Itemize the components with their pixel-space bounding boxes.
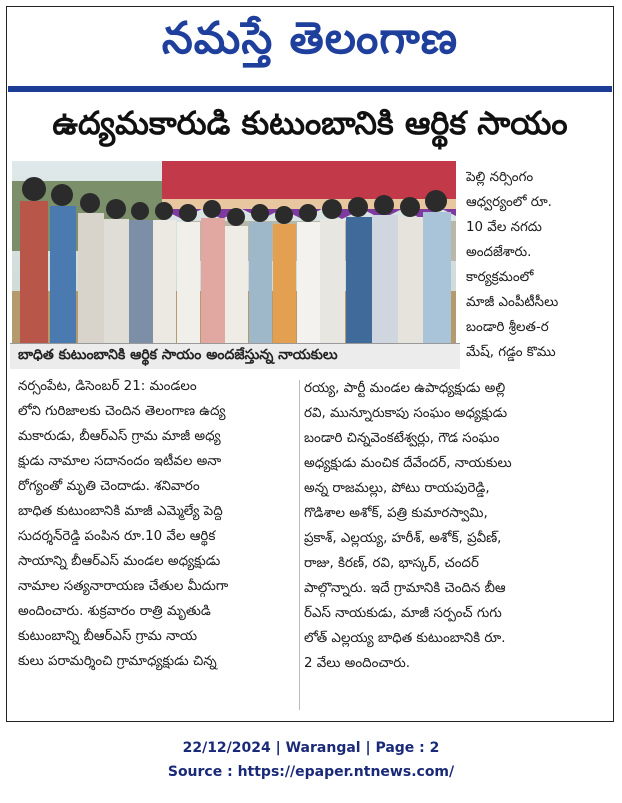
- article-line: క్షుడు నామాల సదానందం ఇటీవల అనా: [18, 454, 222, 469]
- article-line: ర్ఎస్ నాయకుడు, మాజీ సర్పంచ్ గుగు: [304, 606, 502, 621]
- article-line: నర్సంపేట, డిసెంబర్ 21: మండలం: [18, 379, 197, 394]
- article-headline: ఉద్యమకారుడి కుటుంబానికి ఆర్థిక సాయం: [52, 104, 568, 142]
- article-column-middle: [304, 376, 610, 676]
- source-link[interactable]: Source : https://epaper.ntnews.com/: [167, 764, 455, 780]
- article-line: మేష్, గడ్డం కొము: [466, 345, 556, 360]
- article-line: గొడిశాల అశోక్, పత్రి కుమారస్వామి,: [304, 506, 488, 521]
- article-line: బండారి శ్రీలత-ర: [466, 320, 549, 335]
- group-photo-image: [12, 161, 456, 343]
- article-line: అందించారు. శుక్రవారం రాత్రి మృతుడి: [18, 604, 211, 619]
- column-divider: [299, 380, 300, 710]
- article-line: బాధిత కుటుంబానికి మాజీ ఎమ్మెల్యే పెద్ది: [18, 504, 223, 519]
- article-line: లోత్ ఎల్లయ్య బాధిత కుటుంబానికి రూ.: [304, 631, 506, 646]
- article-column-left: [18, 374, 300, 674]
- news-photo: [12, 161, 456, 343]
- article-line: బండారి చిన్నవెంకటేశ్వర్లు, గౌడ సంఘం: [304, 431, 500, 446]
- article-line: పెల్లి నర్సింగం: [466, 170, 534, 185]
- article-line: నామాల సత్యనారాయణ చేతుల మీదుగా: [18, 579, 229, 594]
- newspaper-masthead: నమస్తే తెలంగాణ: [161, 13, 459, 64]
- article-line: ప్రకాశ్, ఎల్లయ్య, హరీశ్, అశోక్, ప్రవీణ్,: [304, 531, 502, 546]
- article-line: మాజీ ఎంపీటీసీలు: [466, 295, 559, 310]
- photo-caption: బాధిత కుటుంబానికి ఆర్థిక సాయం అందజేస్తున్న నాయకులు: [10, 343, 460, 369]
- article-line: రవి, మున్నూరుకాపు సంఘం అధ్యక్షుడు: [304, 406, 508, 421]
- article-line: లోని గురిజాలకు చెందిన తెలంగాణ ఉద్య: [18, 404, 226, 419]
- article-line: ఆధ్వర్యంలో రూ.: [466, 195, 552, 210]
- article-column-right: [466, 165, 608, 365]
- article-line: అధ్యక్షుడు మంచిక దేవేందర్, నాయకులు: [304, 456, 512, 471]
- article-line: రాజు, కిరణ్, రవి, భాస్కర్, చందర్: [304, 556, 479, 571]
- article-line: అన్న రాజమల్లు, పోటు రాయపురెడ్డి,: [304, 481, 490, 496]
- edition-info: 22/12/2024 | Warangal | Page : 2: [182, 740, 440, 756]
- article-line: కుటుంబాన్ని బీఆర్ఎస్ గ్రామ నాయ: [18, 629, 198, 644]
- article-line: సాయాన్ని బీఆర్ఎస్ మండల అధ్యక్షుడు: [18, 554, 221, 569]
- article-line: మకారుడు, బీఆర్ఎస్ గ్రామ మాజీ అధ్య: [18, 429, 221, 444]
- article-line: కార్యక్రమంలో: [466, 270, 534, 285]
- article-line: రోగ్యంతో మృతి చెందాడు. శనివారం: [18, 479, 200, 494]
- article-line: 10 వేల నగదు: [466, 220, 542, 235]
- article-line: రయ్య, పార్టీ మండల ఉపాధ్యక్షుడు అల్లి: [304, 381, 506, 396]
- article-line: కులు పరామర్శించి గ్రామాధ్యక్షుడు చిన్న: [18, 654, 217, 669]
- article-line: 2 వేలు అందించారు.: [304, 656, 411, 671]
- article-line: పాల్గొన్నారు. ఇదే గ్రామానికి చెందిన బీఆ: [304, 581, 506, 596]
- article-line: సుదర్శన్‌రెడ్డి పంపిన రూ.10 వేల ఆర్థిక: [18, 529, 216, 544]
- article-line: అందజేశారు.: [466, 245, 532, 260]
- masthead-rule: [8, 86, 612, 92]
